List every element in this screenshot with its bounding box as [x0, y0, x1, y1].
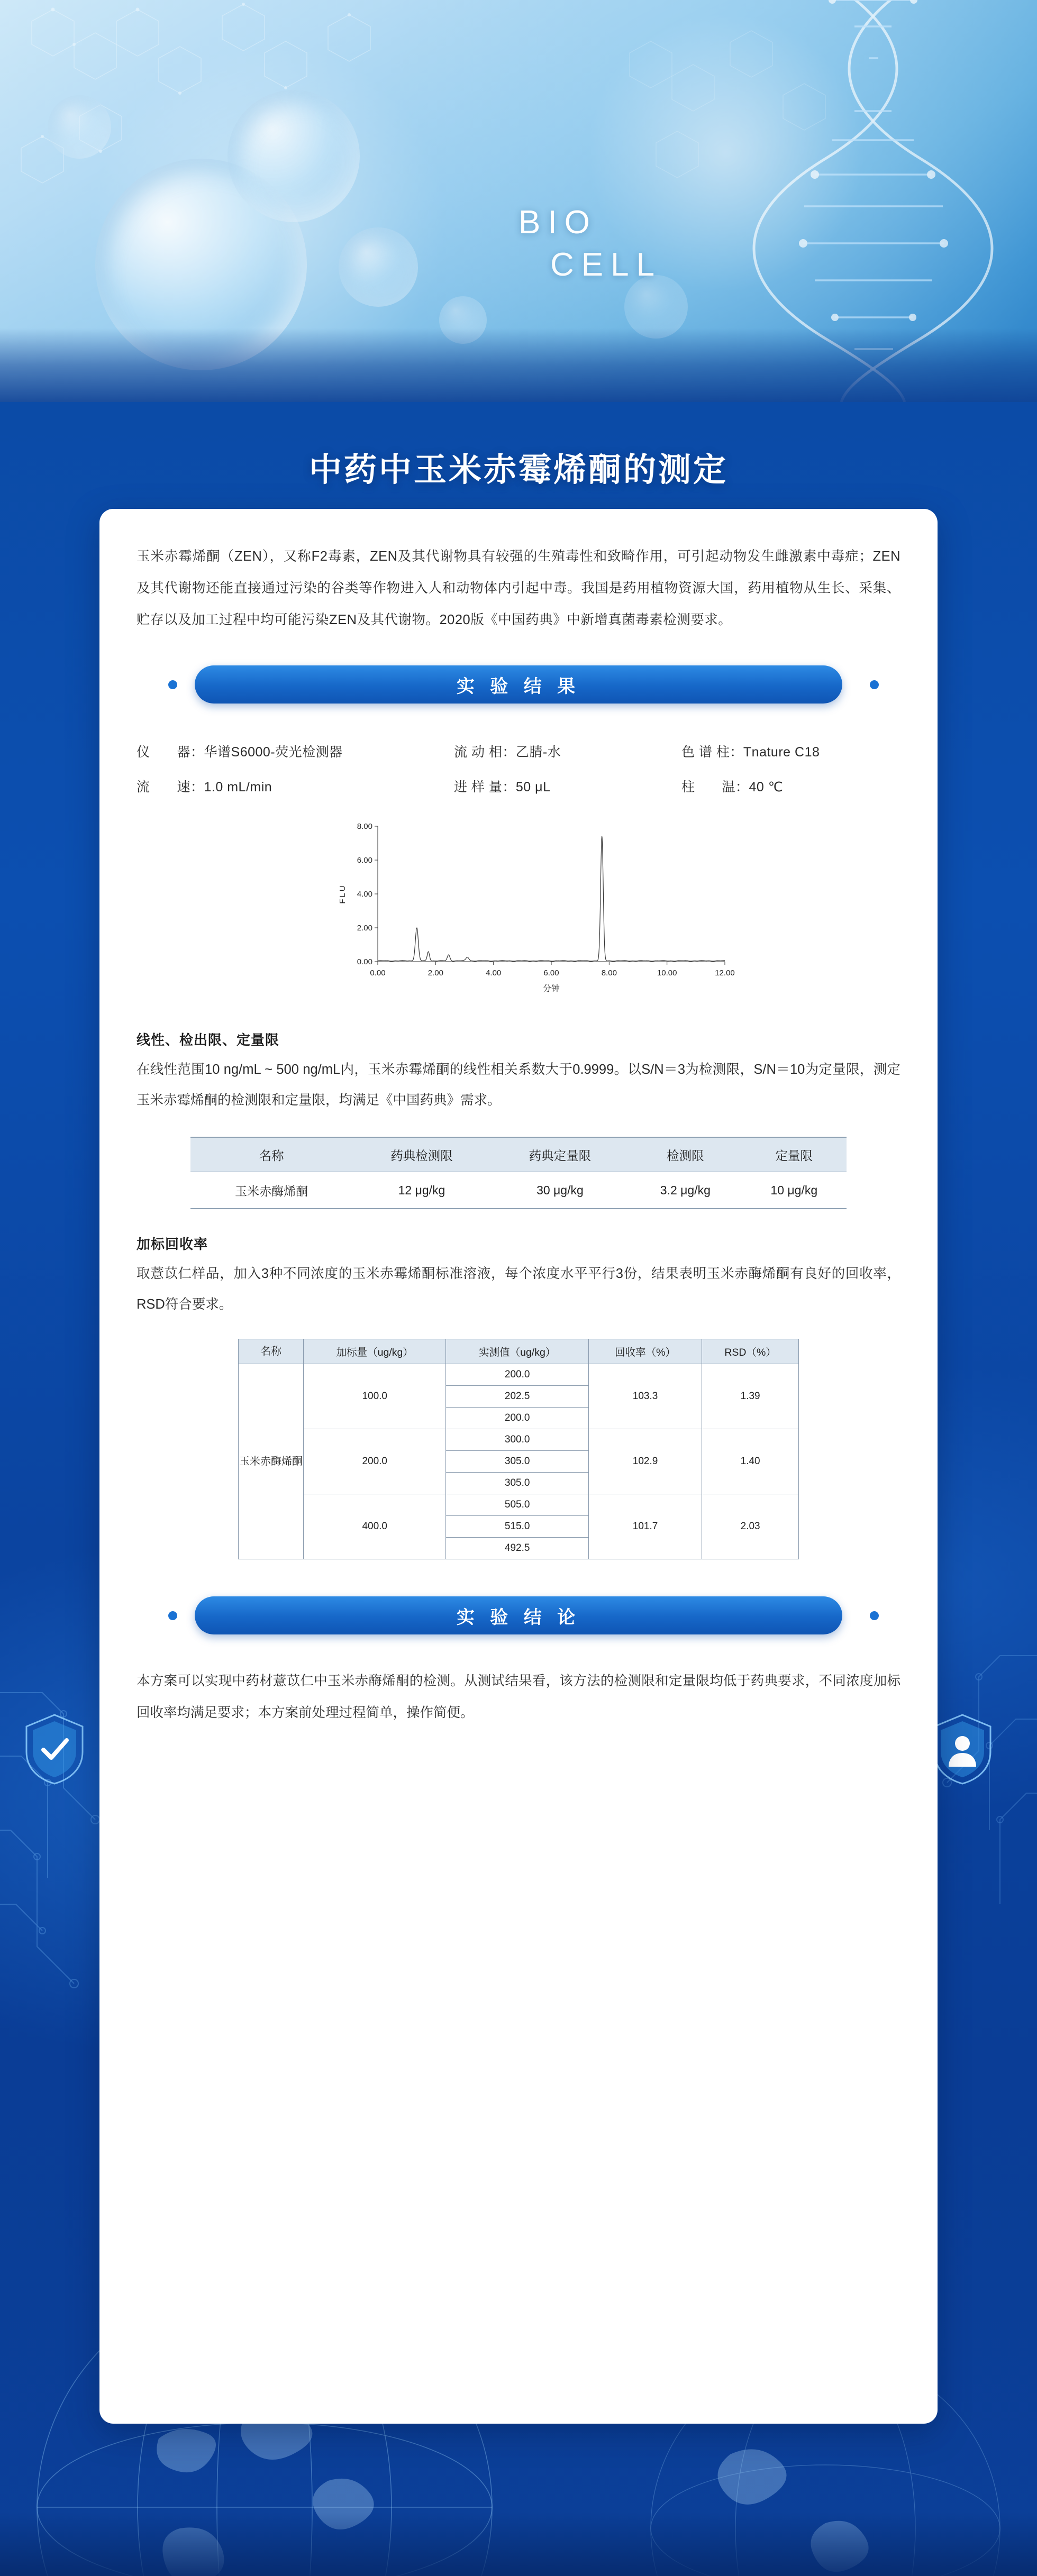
brand-line-1: BIO — [518, 204, 597, 241]
svg-text:6.00: 6.00 — [357, 856, 372, 865]
chromatogram-svg — [327, 815, 740, 1005]
svg-text:2.00: 2.00 — [427, 969, 443, 978]
svg-text:6.00: 6.00 — [543, 969, 559, 978]
cell-pharmacopoeia-lod: 12 μg/kg — [352, 1172, 490, 1209]
table-recovery-body — [239, 1364, 799, 1559]
table-row — [239, 1494, 799, 1516]
svg-text:FLU: FLU — [338, 884, 347, 904]
cell-measured-2-2: 305.0 — [446, 1451, 588, 1473]
cell-pharmacopoeia-loq: 30 μg/kg — [491, 1172, 629, 1209]
condition-column-key: 色 谱 柱： — [681, 745, 743, 760]
svg-text:4.00: 4.00 — [486, 969, 502, 978]
condition-mobile-phase-value: 乙腈-水 — [515, 745, 561, 760]
condition-instrument-key: 仪 器： — [137, 745, 204, 760]
th-measured: 实测值（ug/kg） — [446, 1339, 588, 1364]
condition-injection-volume-value: 50 μL — [515, 780, 551, 794]
cell-recovery-3: 101.7 — [588, 1494, 702, 1559]
cell-rsd-2: 1.40 — [702, 1429, 799, 1494]
table-detection-limits — [190, 1137, 847, 1209]
condition-mobile-phase-key: 流 动 相： — [454, 745, 516, 760]
banner-dot-right — [870, 1611, 879, 1620]
svg-text:0.00: 0.00 — [370, 969, 386, 978]
banner-dot-left — [168, 680, 177, 689]
condition-instrument — [137, 737, 454, 767]
instrument-conditions — [137, 737, 900, 802]
cell-measured-1-1: 200.0 — [446, 1364, 588, 1386]
svg-text:4.00: 4.00 — [357, 890, 372, 899]
content-card — [99, 509, 938, 2424]
card-inner — [137, 541, 900, 1729]
th-lod: 检测限 — [629, 1137, 741, 1172]
table-recovery — [238, 1339, 799, 1559]
linearity-heading: 线性、检出限、定量限 — [137, 1032, 280, 1048]
cell-measured-1-3: 200.0 — [446, 1408, 588, 1429]
cell-spike-3: 400.0 — [304, 1494, 446, 1559]
cell-measured-3-2: 515.0 — [446, 1516, 588, 1538]
cell-measured-3-3: 492.5 — [446, 1538, 588, 1559]
bubble-decoration — [48, 95, 111, 159]
cell-lod: 3.2 μg/kg — [629, 1172, 741, 1209]
condition-flow-rate-key: 流 速： — [137, 780, 204, 794]
cell-recovery-2: 102.9 — [588, 1429, 702, 1494]
bubble-decoration — [339, 227, 418, 307]
cell-rsd-1: 1.39 — [702, 1364, 799, 1429]
th-spike: 加标量（ug/kg） — [304, 1339, 446, 1364]
svg-text:分钟: 分钟 — [542, 984, 560, 993]
banner-dot-left — [168, 1611, 177, 1620]
cell-spike-1: 100.0 — [304, 1364, 446, 1429]
cell-recovery-1: 103.3 — [588, 1364, 702, 1429]
table-row — [239, 1364, 799, 1386]
svg-text:8.00: 8.00 — [601, 969, 617, 978]
intro-paragraph: 玉米赤霉烯酮（ZEN），又称F2毒素，ZEN及其代谢物具有较强的生殖毒性和致畸作用，可引起动物发生雌激素中毒症；ZEN及其代谢物还能直接通过污染的谷类等作物进入人和动物体内引起中毒。我国是药用植物资源大国，药用植物从生长、采集、贮存以及加工过程中均可能污染ZEN及其代谢物。2020版《中国药典》中新增真菌毒素检测要求。 — [137, 549, 900, 627]
cell-measured-2-3: 305.0 — [446, 1473, 588, 1494]
cell-name: 玉米赤酶烯酮 — [190, 1172, 352, 1209]
th-recovery: 回收率（%） — [588, 1339, 702, 1364]
th-pharmacopoeia-loq: 药典定量限 — [491, 1137, 629, 1172]
cell-spike-2: 200.0 — [304, 1429, 446, 1494]
recovery-text: 取薏苡仁样品，加入3种不同浓度的玉米赤霉烯酮标准溶液，每个浓度水平平行3份，结果表明玉米赤酶烯酮有良好的回收率，RSD符合要求。 — [137, 1266, 900, 1312]
condition-flow-rate-value: 1.0 mL/min — [204, 780, 272, 794]
chromatogram-chart — [137, 815, 900, 1005]
brand-logo — [518, 206, 662, 281]
cell-measured-3-1: 505.0 — [446, 1494, 588, 1516]
condition-injection-volume — [454, 772, 681, 802]
cell-rsd-3: 2.03 — [702, 1494, 799, 1559]
chromatogram-plot — [327, 815, 740, 1005]
conclusion-text: 本方案可以实现中药材薏苡仁中玉米赤酶烯酮的检测。从测试结果看，该方法的检测限和定量限均低于药典要求，不同浓度加标回收率均满足要求；本方案前处理过程简单，操作简便。 — [137, 1674, 900, 1720]
banner-pill-results — [195, 665, 842, 704]
banner-pill-conclusion — [195, 1596, 842, 1634]
condition-column-value: Tnature C18 — [743, 745, 820, 760]
svg-text:2.00: 2.00 — [357, 924, 372, 933]
table-row — [239, 1429, 799, 1451]
cell-loq: 10 μg/kg — [742, 1172, 847, 1209]
section-title-conclusion: 实 验 结 论 — [456, 1607, 581, 1628]
th-rsd: RSD（%） — [702, 1339, 799, 1364]
svg-text:8.00: 8.00 — [357, 822, 372, 831]
conditions-row-1 — [137, 737, 900, 767]
recovery-heading: 加标回收率 — [137, 1236, 208, 1252]
condition-instrument-value: 华谱S6000-荧光检测器 — [204, 745, 343, 760]
brand-line-2: CELL — [550, 246, 662, 283]
section-banner-results — [137, 665, 900, 716]
condition-column — [681, 737, 820, 767]
page-title: 中药中玉米赤霉烯酮的测定 — [308, 452, 728, 488]
cell-measured-1-2: 202.5 — [446, 1386, 588, 1408]
section-title-results: 实 验 结 果 — [456, 676, 581, 697]
shield-check-icon — [23, 1713, 86, 1786]
svg-text:0.00: 0.00 — [357, 957, 372, 966]
condition-mobile-phase — [454, 737, 681, 767]
person-badge-icon — [931, 1713, 994, 1786]
bubble-decoration — [228, 90, 360, 222]
svg-text:10.00: 10.00 — [657, 969, 677, 978]
table-header-row — [190, 1137, 847, 1172]
th-loq: 定量限 — [742, 1137, 847, 1172]
condition-injection-volume-key: 进 样 量： — [454, 780, 516, 794]
th-name: 名称 — [190, 1137, 352, 1172]
condition-flow-rate — [137, 772, 454, 802]
table-row — [190, 1172, 847, 1209]
cell-measured-2-1: 300.0 — [446, 1429, 588, 1451]
condition-column-temp-value: 40 ℃ — [749, 780, 784, 794]
condition-column-temp — [681, 772, 783, 802]
conditions-row-2 — [137, 772, 900, 802]
section-banner-conclusion — [137, 1596, 900, 1647]
footer-fade — [0, 2513, 1037, 2576]
linearity-text: 在线性范围10 ng/mL ~ 500 ng/mL内，玉米赤霉烯酮的线性相关系数大于0.9999。以S/N＝3为检测限，S/N＝10为定量限，测定玉米赤霉烯酮的检测限和定量限，均满足《中国药典》需求。 — [137, 1062, 900, 1108]
hero-fade-overlay — [0, 328, 1037, 402]
condition-column-temp-key: 柱 温： — [681, 780, 749, 794]
svg-text:12.00: 12.00 — [715, 969, 735, 978]
cell-analyte-name: 玉米赤酶烯酮 — [239, 1364, 304, 1559]
hero-banner — [0, 0, 1037, 402]
th-pharmacopoeia-lod: 药典检测限 — [352, 1137, 490, 1172]
th-name: 名称 — [239, 1339, 304, 1364]
banner-dot-right — [870, 680, 879, 689]
table-header-row — [239, 1339, 799, 1364]
